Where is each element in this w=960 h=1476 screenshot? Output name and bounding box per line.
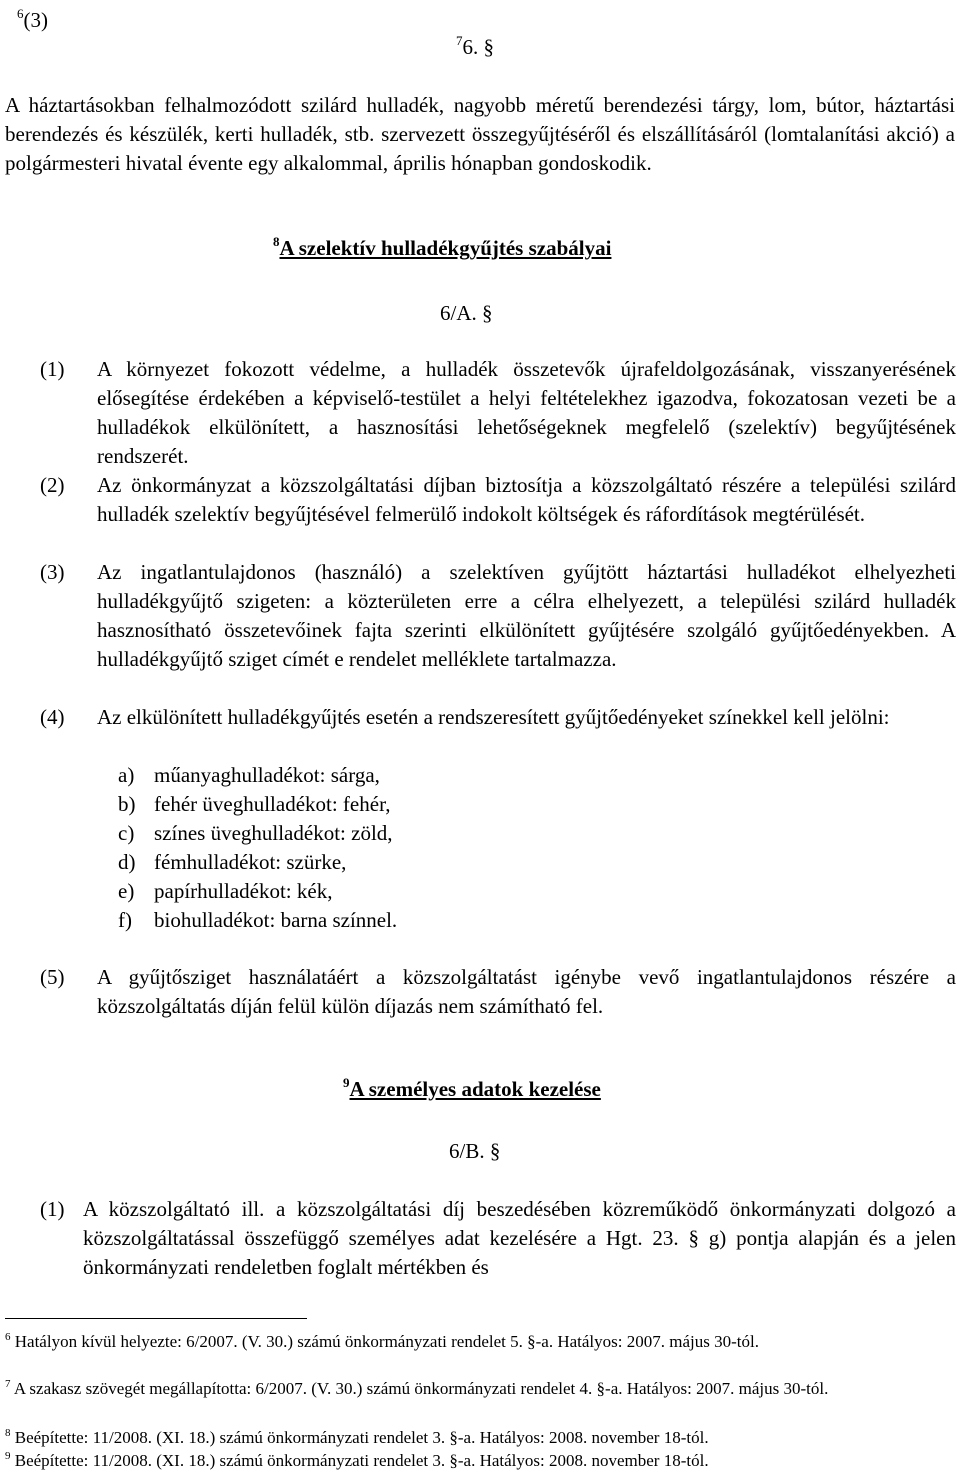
paragraph-text: Az elkülönített hulladékgyűjtés esetén a rendszeresített gyűjtőedényeket színekkel kell jelölni: — [97, 705, 890, 729]
paragraph-number: (5) — [40, 965, 65, 989]
paragraph-number: (4) — [40, 705, 65, 729]
footnote-ref: 8 — [273, 234, 280, 249]
paragraph-text: A gyűjtősziget használatáért a közszolgáltatást igénybe vevő ingatlantulajdonos részére a közszolgáltatás díján felül külön díjazás nem számítható fel. — [97, 965, 956, 1018]
previous-paragraph-number — [17, 6, 48, 35]
list-label: a) — [118, 763, 135, 787]
footnote-number: 7 — [5, 1378, 11, 1390]
footnote-ref: 9 — [343, 1075, 350, 1090]
list-item — [118, 819, 393, 848]
paragraph-1 — [40, 355, 956, 471]
footnote — [5, 1331, 955, 1352]
section-number: 6. § — [462, 35, 494, 59]
footnote-number: 8 — [5, 1427, 11, 1439]
paragraph-5 — [40, 963, 956, 1021]
footnote-ref: 6 — [17, 6, 24, 21]
heading-text: A szelektív hulladékgyűjtés szabályai — [279, 236, 612, 260]
list-text: biohulladékot: barna színnel. — [154, 908, 398, 932]
heading-text: A személyes adatok kezelése — [349, 1077, 601, 1101]
paragraph-text: Az ingatlantulajdonos (használó) a szelektíven gyűjtött háztartási hulladékot elhelyezheti hulladékgyűjtő szigeten: a közterületen erre a célra elhelyezett, a települési szilárd hulladék hasznosítható összetevőinek fajta szerinti elkülönített gyűjtésére szolgáló gyűjtőedényekben. A hulladékgyűjtő sziget címét e rendelet melléklete tartalmazza. — [97, 560, 956, 671]
footnote-text: Beépítette: 11/2008. (XI. 18.) számú önkormányzati rendelet 3. §-a. Hatályos: 2008. november 18-tól. — [14, 1428, 709, 1447]
footnote — [5, 1427, 955, 1448]
paragraph-6 — [40, 1195, 956, 1282]
list-text: színes üveghulladékot: zöld, — [154, 821, 393, 845]
paragraph-4 — [40, 703, 956, 732]
section-title — [456, 33, 494, 62]
paragraph-number: (1) — [40, 1197, 65, 1221]
list-label: d) — [118, 850, 136, 874]
footnote-divider — [5, 1318, 307, 1319]
paragraph-number: (3) — [40, 560, 65, 584]
list-item — [118, 790, 390, 819]
intro-paragraph: A háztartásokban felhalmozódott szilárd hulladék, nagyobb méretű berendezési tárgy, lom, bútor, háztartási berendezés és készülék, kerti hulladék, stb. szervezett összegyűjtéséről és elszállításáról (lomtalanítási akció) a polgármesteri hivatal évente egy alkalommal, április hónapban gondoskodik. — [5, 93, 955, 175]
paragraph-3 — [40, 558, 956, 674]
paragraph-text: Az önkormányzat a közszolgáltatási díjban biztosítja a közszolgáltató részére a települési szilárd hulladék szelektív begyűjtésével felmerülő indokolt költségek és ráfordítások megtérülését. — [97, 473, 956, 526]
footnote-ref: 7 — [456, 33, 463, 48]
paragraph-number: (1) — [40, 357, 65, 381]
list-item — [118, 877, 332, 906]
list-label: b) — [118, 792, 136, 816]
paragraph-number: (2) — [40, 473, 65, 497]
footnote-number: 6 — [5, 1331, 11, 1343]
list-text: műanyaghulladékot: sárga, — [154, 763, 380, 787]
section-heading — [273, 234, 611, 263]
footnote — [5, 1450, 955, 1471]
list-text: fehér üveghulladékot: fehér, — [154, 792, 391, 816]
section-number: 6/A. § — [440, 301, 493, 325]
list-label: f) — [118, 908, 132, 932]
footnote — [5, 1378, 955, 1399]
paragraph-2 — [40, 471, 956, 529]
list-label: e) — [118, 879, 135, 903]
footnote-text: A szakasz szövegét megállapította: 6/2007. (V. 30.) számú önkormányzati rendelet 4. §-a. Hatályos: 2007. május 30-tól. — [13, 1379, 829, 1398]
paragraph-number: (3) — [23, 8, 48, 32]
section-number: 6/B. § — [449, 1139, 501, 1163]
list-label: c) — [118, 821, 135, 845]
paragraph-text: A közszolgáltató ill. a közszolgáltatási díj beszedésében közreműködő önkormányzati dolgozó a közszolgáltatással összefüggő személyes adat kezelésére a Hgt. 23. § g) pontja alapján és a jelen önkormányzati rendeletben foglalt mértékben és — [83, 1197, 956, 1279]
paragraph-text: A környezet fokozott védelme, a hulladék összetevők újrafeldolgozásának, visszanyerésének elősegítése érdekében a képviselő-testület a helyi feltételekhez igazodva, fokozatosan vezeti be a hulladékok elkülönített, a hasznosítási lehetőségeknek megfelelő (szelektív) begyűjtésének rendszerét. — [97, 357, 956, 468]
list-item — [118, 906, 397, 935]
list-item — [118, 761, 380, 790]
section-heading — [343, 1075, 601, 1104]
list-text: papírhulladékot: kék, — [154, 879, 333, 903]
footnote-text: Hatályon kívül helyezte: 6/2007. (V. 30.) számú önkormányzati rendelet 5. §-a. Hatályos: 2007. május 30-tól. — [14, 1332, 759, 1351]
list-text: fémhulladékot: szürke, — [154, 850, 347, 874]
list-item — [118, 848, 346, 877]
footnote-text: Beépítette: 11/2008. (XI. 18.) számú önkormányzati rendelet 3. §-a. Hatályos: 2008. november 18-tól. — [14, 1451, 709, 1470]
footnote-number: 9 — [5, 1450, 11, 1462]
